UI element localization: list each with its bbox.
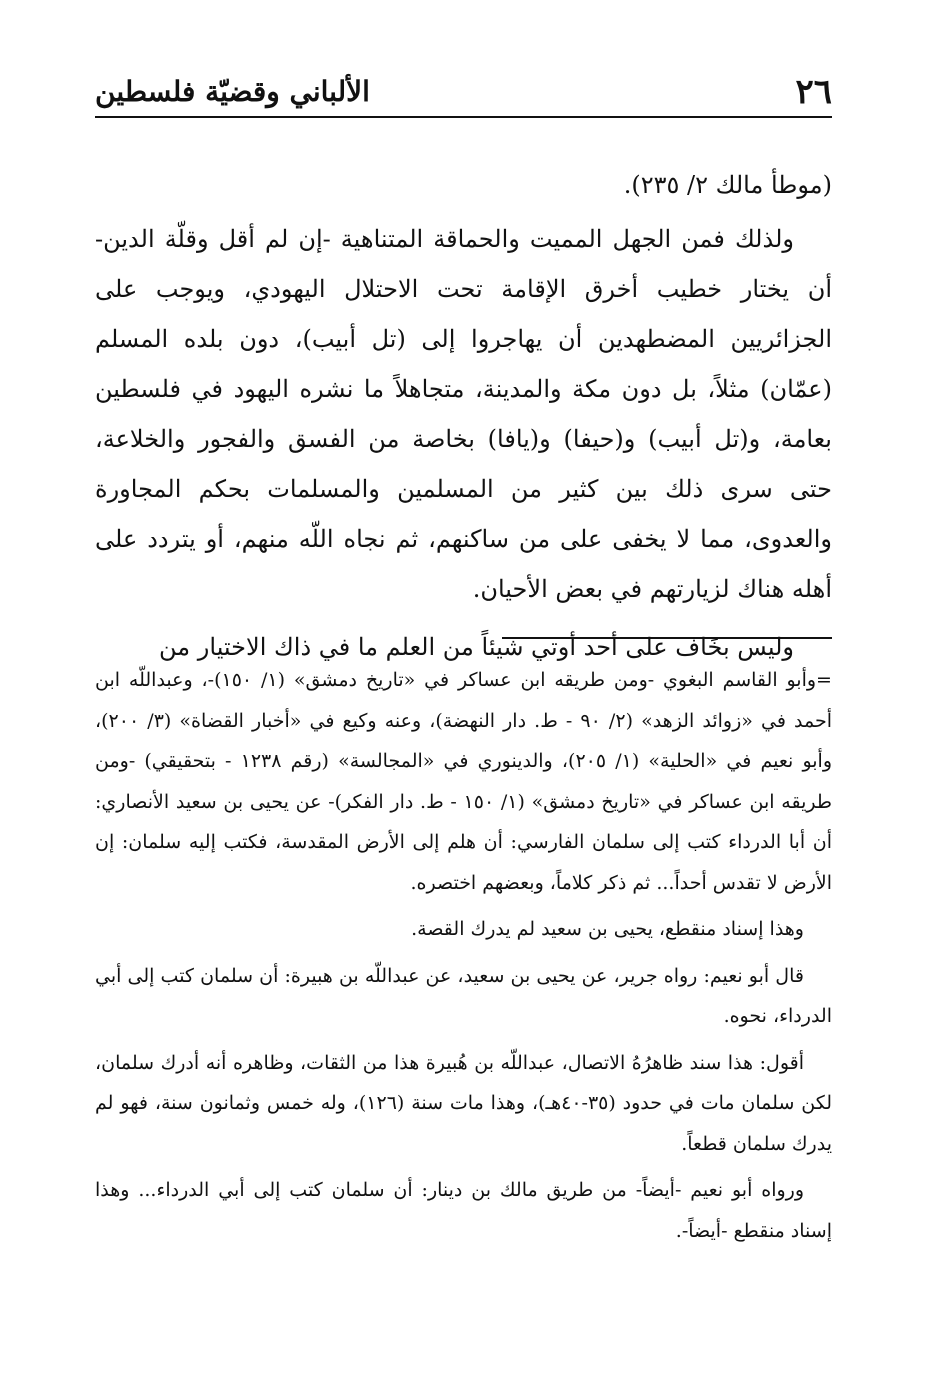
footnote-paragraph: =وأبو القاسم البغوي -ومن طريقه ابن عساكر في «تاريخ دمشق» (١/ ١٥٠)-، وعبداللّه ابن أحمد في «زوائد الزهد» (٢/ ٩٠ - ط. دار النهضة)، وعنه وكيع في «أخبار القضاة» (٣/ ٢٠٠)، وأبو نعيم في «الحلية» (١/ ٢٠٥)، والدينوري في «المجالسة» (رقم ١٢٣٨ - بتحقيقي) -ومن طريقه ابن عساكر في «تاريخ دمشق» (١/ ١٥٠ - ط. دار الفكر)- عن يحيى بن سعيد الأنصاري: أن أبا الدرداء كتب إلى سلمان الفارسي: أن هلم إلى الأرض المقدسة، فكتب إليه سلمان: إن الأرض لا تقدس أحداً... ثم ذكر كلاماً، وبعضهم اختصره. [95,669,833,894]
footnote-paragraph: أقول: هذا سند ظاهرُهُ الاتصال، عبداللّه بن هُبيرة هذا من الثقات، وظاهره أنه أدرك سلمان، لكن سلمان مات في حدود (٣٥-٤٠هـ)، وهذا مات سنة (١٢٦)، وله خمس وثمانون سنة، فهو لم يدرك سلمان قطعاً. [95,1051,832,1155]
page-number: ٢٦ [795,72,832,112]
citation-paragraph: (موطأ مالك ٢/ ٢٣٥). [623,171,832,199]
body-paragraph: وليس بخَاف على أحد أوتي شيئاً من العلم ما في ذاك الاختيار من [159,633,794,661]
page-header [95,68,832,118]
footnote-separator [502,637,832,639]
body-paragraph: ولذلك فمن الجهل المميت والحماقة المتناهية -إن لم أقل وقلّة الدين- أن يختار خطيب أخرق الإقامة تحت الاحتلال اليهودي، ويوجب على الجزائريين المضطهدين أن يهاجروا إلى (تل أبيب)، دون بلده المسلم (عمّان) مثلاً، بل دون مكة والمدينة، متجاهلاً ما نشره اليهود في فلسطين بعامة، و(تل أبيب) و(حيفا) و(يافا) بخاصة من الفسق والفجور والخلاعة، حتى سرى ذلك بين كثير من المسلمين والمسلمات بحكم المجاورة والعدوى، مما لا يخفى على من ساكنهم، ثم نجاه اللّه منهم، أو يتردد على أهله هناك لزيارتهم في بعض الأحيان. [95,225,832,603]
running-title: الألباني وقضيّة فلسطين [95,75,370,108]
footnotes [95,660,832,1257]
footnote-paragraph: قال أبو نعيم: رواه جرير، عن يحيى بن سعيد، عن عبداللّه بن هبيرة: أن سلمان كتب إلى أبي الدرداء، نحوه. [95,964,832,1027]
main-body-text [95,160,832,680]
footnote-paragraph: وهذا إسناد منقطع، يحيى بن سعيد لم يدرك القصة. [411,918,804,940]
footnote-paragraph: ورواه أبو نعيم -أيضاً- من طريق مالك بن دينار: أن سلمان كتب إلى أبي الدرداء... وهذا إسناد منقطع -أيضاً-. [95,1179,832,1242]
